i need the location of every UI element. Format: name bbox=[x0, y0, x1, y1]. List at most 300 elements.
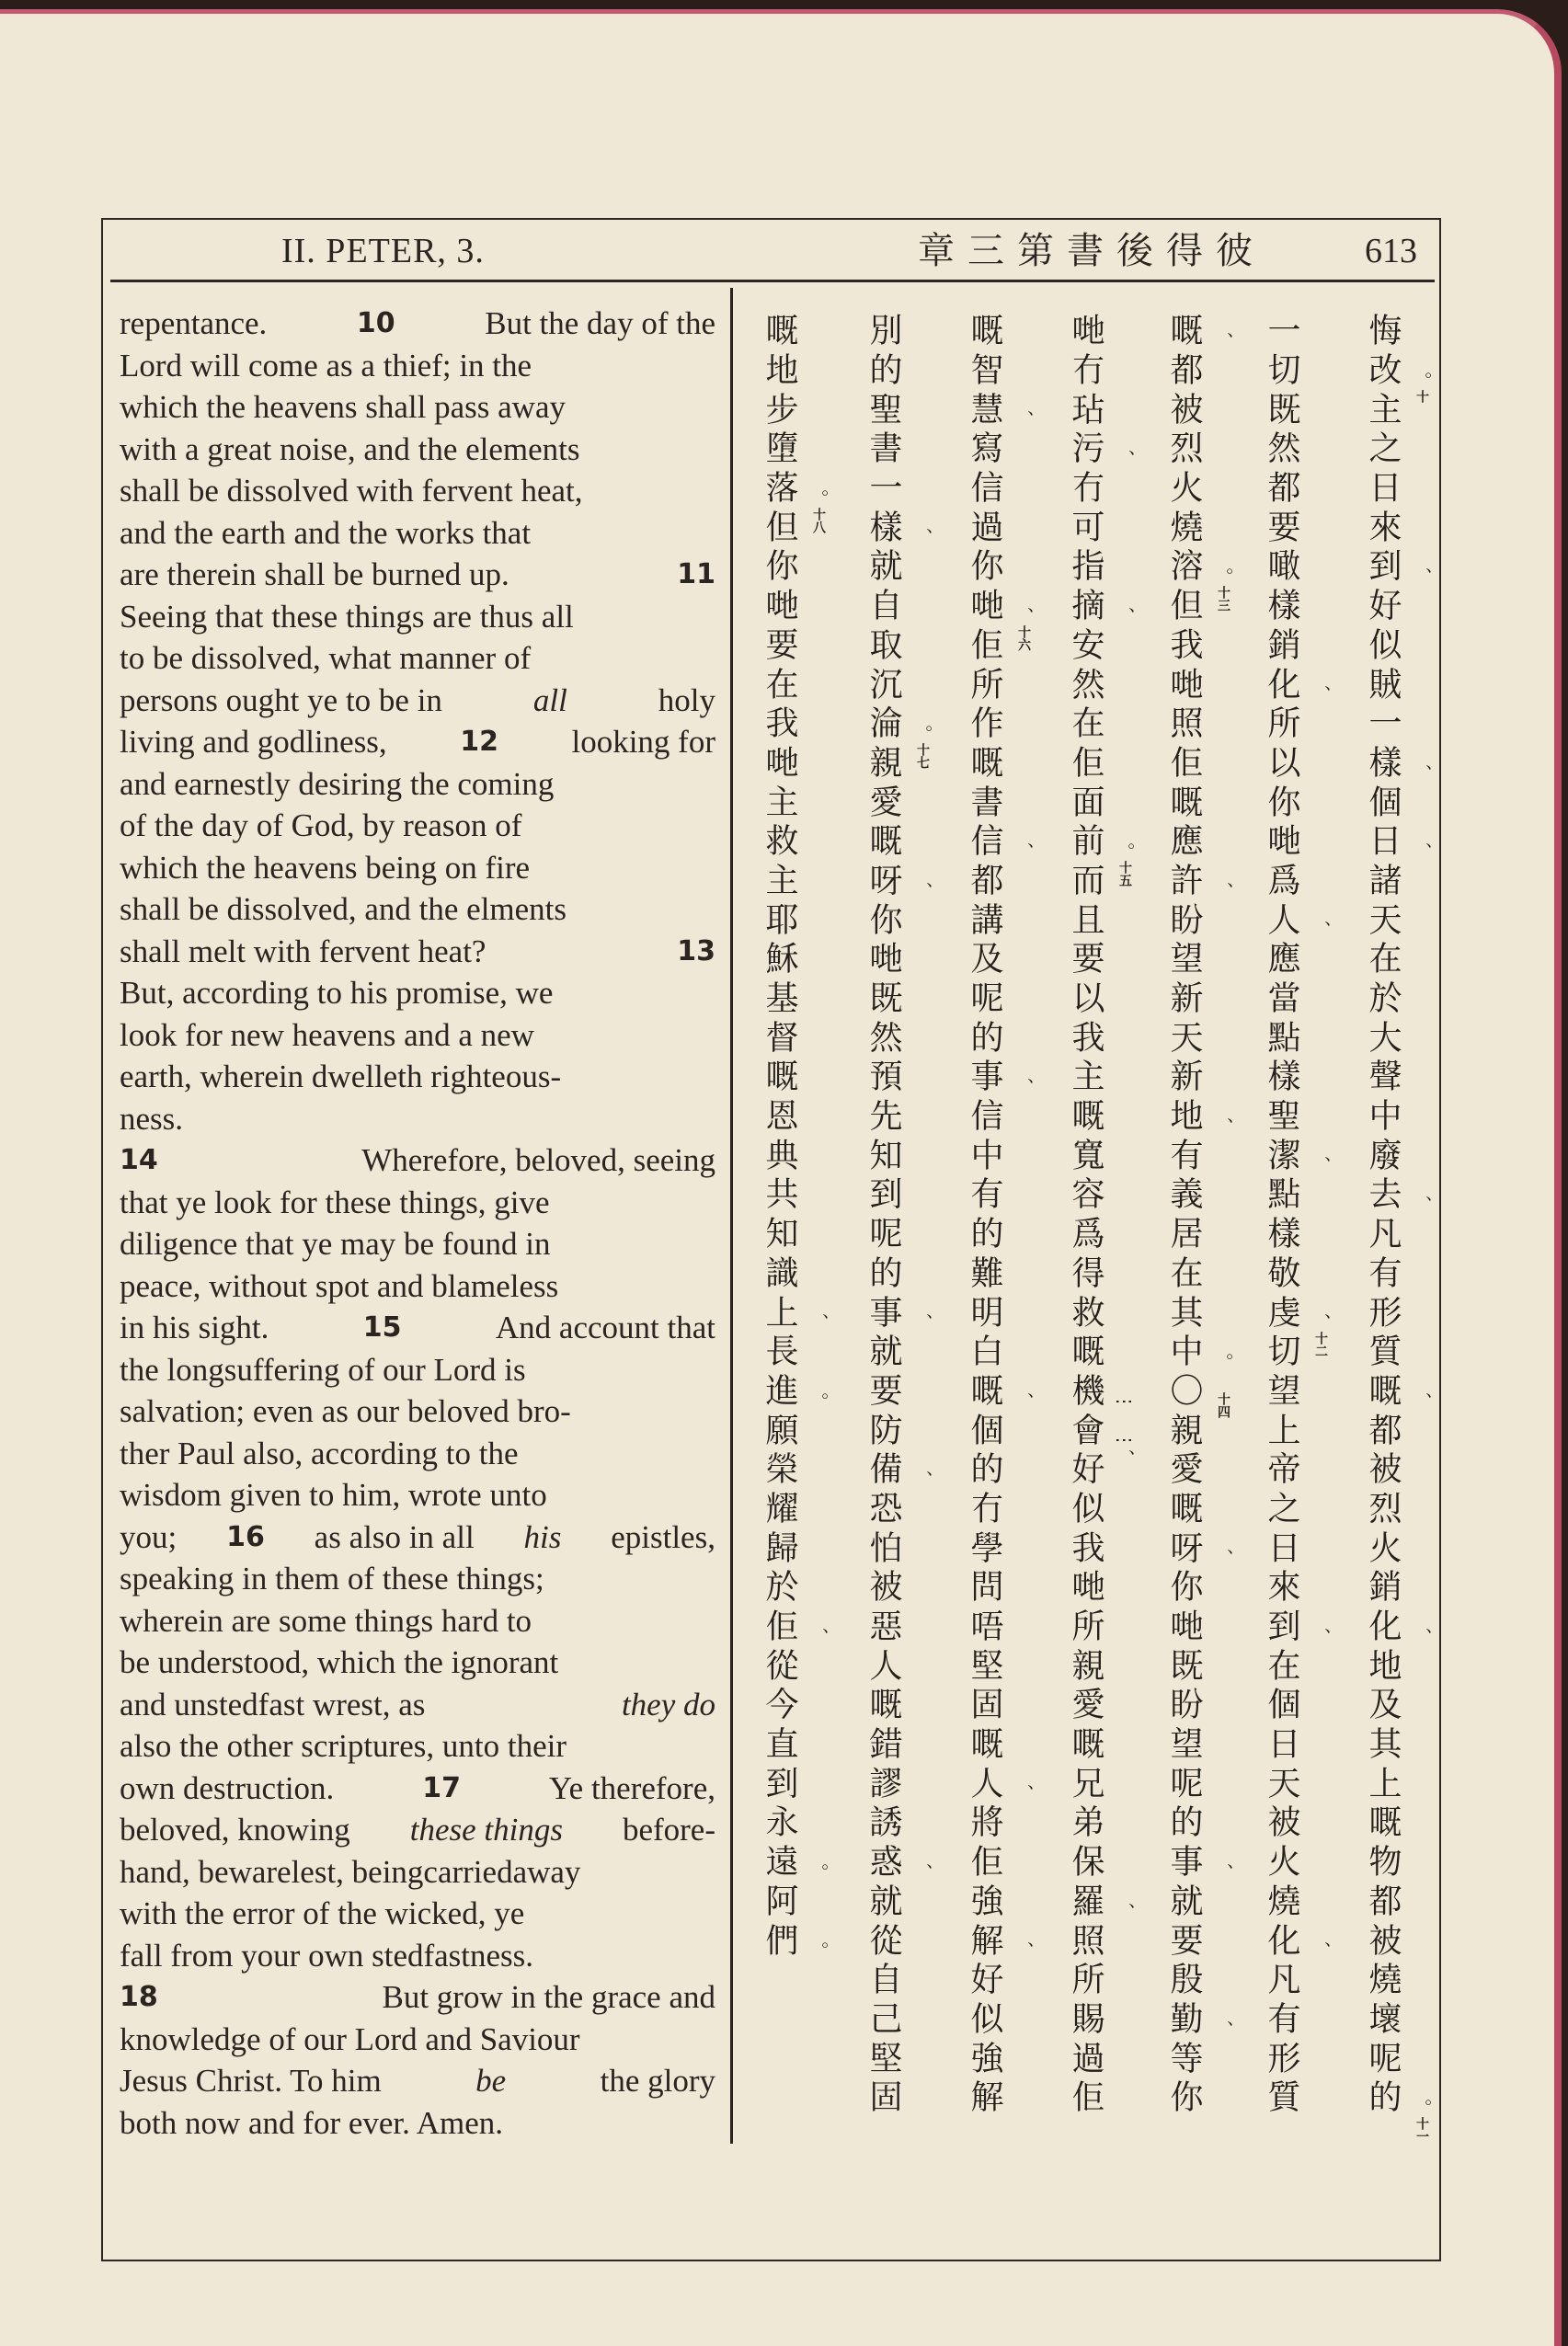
text-line bbox=[120, 1809, 715, 1851]
column-divider bbox=[730, 288, 733, 2144]
text-line bbox=[120, 1433, 715, 1475]
punctuation-mark: 。十三 bbox=[1212, 567, 1234, 612]
chinese-character-cell bbox=[1361, 898, 1403, 938]
chinese-character-cell bbox=[963, 938, 1005, 978]
chinese-character: 督 bbox=[761, 1019, 798, 1053]
text-line bbox=[120, 888, 715, 931]
text-segment: which the heavens shall pass away bbox=[120, 389, 566, 425]
text-segment: wisdom given to him, wrote unto bbox=[120, 1477, 547, 1513]
chinese-character: 火 bbox=[1263, 1844, 1300, 1878]
text-segment: wherein are some things hard to bbox=[120, 1602, 532, 1639]
chinese-character: 嘅 bbox=[966, 313, 1003, 347]
chinese-character: 虔 bbox=[1263, 1294, 1300, 1328]
chinese-character: 強 bbox=[966, 1883, 1003, 1917]
chinese-character: 自 bbox=[864, 588, 902, 622]
chinese-character-cell bbox=[758, 388, 800, 428]
chinese-character-cell bbox=[1064, 467, 1106, 507]
chinese-character-cell bbox=[1260, 1213, 1302, 1253]
chinese-character-cell bbox=[862, 860, 933, 900]
chinese-character-cell bbox=[1064, 1409, 1136, 1469]
chinese-character: 都 bbox=[1364, 1883, 1402, 1917]
punctuation-mark: 、 bbox=[1013, 410, 1035, 429]
chinese-character: 預 bbox=[864, 1059, 902, 1093]
chinese-character-cell bbox=[963, 860, 1005, 899]
chinese-character-cell bbox=[1361, 1606, 1433, 1646]
chinese-character: 質 bbox=[1364, 1333, 1402, 1368]
verse-number: 10 bbox=[356, 307, 395, 339]
chinese-character: 呢 bbox=[1364, 2040, 1402, 2074]
chinese-character-cell bbox=[758, 349, 800, 389]
chinese-character-cell bbox=[1260, 978, 1302, 1017]
chinese-character: 前 bbox=[1067, 823, 1104, 857]
chinese-character-cell bbox=[1361, 624, 1403, 664]
chinese-character: 到 bbox=[1263, 1608, 1300, 1642]
chinese-character-cell bbox=[963, 1684, 1005, 1723]
chinese-character: 我 bbox=[1165, 626, 1203, 660]
chinese-character: 望 bbox=[1263, 1372, 1300, 1406]
chinese-character-cell bbox=[862, 506, 933, 547]
chinese-character-cell bbox=[1162, 467, 1205, 507]
chinese-character-cell bbox=[1064, 388, 1106, 428]
chinese-character-cell bbox=[1260, 1841, 1302, 1881]
chinese-character: 親 bbox=[864, 744, 902, 778]
chinese-character-cell bbox=[862, 428, 904, 467]
punctuation-mark: 、 bbox=[807, 1627, 830, 1646]
chinese-character: 及 bbox=[1364, 1687, 1402, 1721]
text-line bbox=[120, 1893, 715, 1935]
header-rule bbox=[110, 280, 1435, 282]
text-segment: you; bbox=[120, 1518, 177, 1555]
chinese-character-cell bbox=[1064, 1331, 1106, 1370]
chinese-character: 有 bbox=[1364, 1254, 1402, 1288]
chinese-character-cell bbox=[963, 1448, 1005, 1488]
text-segment: with the error of the wicked, ye bbox=[120, 1895, 525, 1931]
chinese-character: 嘅 bbox=[1067, 1726, 1104, 1760]
chinese-character: 既 bbox=[864, 980, 902, 1014]
chinese-character-cell bbox=[1361, 1488, 1403, 1528]
chinese-character-cell bbox=[963, 310, 1005, 349]
chinese-character: 天 bbox=[1165, 1019, 1203, 1053]
chinese-character: 嘅 bbox=[761, 1059, 798, 1093]
chinese-character: 耀 bbox=[761, 1490, 798, 1524]
chinese-character: 哋 bbox=[1067, 1569, 1104, 1603]
chinese-character: 我 bbox=[1067, 1529, 1104, 1563]
chinese-character-cell bbox=[758, 1253, 800, 1292]
chinese-character-cell bbox=[1260, 898, 1332, 940]
chinese-character-cell bbox=[862, 1370, 904, 1410]
chinese-character-cell bbox=[1162, 310, 1234, 350]
chinese-character: 機 bbox=[1067, 1372, 1104, 1406]
chinese-column bbox=[862, 310, 933, 2116]
chinese-character-cell bbox=[1162, 1213, 1205, 1253]
chinese-character: 地 bbox=[1364, 1647, 1402, 1681]
chinese-character-cell bbox=[963, 1841, 1005, 1881]
chinese-character-cell bbox=[1064, 1253, 1106, 1292]
chinese-character: 主 bbox=[1364, 391, 1402, 425]
chinese-character-cell bbox=[963, 1409, 1005, 1448]
chinese-character: 將 bbox=[966, 1804, 1003, 1838]
chinese-character: 敬 bbox=[1263, 1254, 1300, 1288]
punctuation-mark: 、 bbox=[1013, 1941, 1035, 1961]
chinese-character: 就 bbox=[864, 1883, 902, 1917]
text-line bbox=[120, 1349, 715, 1391]
chinese-character-cell bbox=[1260, 703, 1302, 742]
chinese-character-cell bbox=[963, 506, 1005, 545]
chinese-character: 其 bbox=[1364, 1726, 1402, 1760]
chinese-character: 好 bbox=[1364, 588, 1402, 622]
chinese-character: 望 bbox=[1165, 1726, 1203, 1760]
chinese-character-cell bbox=[758, 938, 800, 978]
chinese-character-cell bbox=[862, 898, 904, 938]
punctuation-mark: 、 bbox=[1310, 1156, 1332, 1175]
chinese-character-cell bbox=[758, 742, 800, 782]
chinese-character: 似 bbox=[966, 2000, 1003, 2034]
chinese-character-cell bbox=[758, 1448, 800, 1488]
punctuation-mark: 、 bbox=[1310, 685, 1332, 704]
chinese-character: 人 bbox=[864, 1647, 902, 1681]
chinese-character: 居 bbox=[1165, 1216, 1203, 1250]
chinese-character-cell bbox=[1361, 1762, 1403, 1802]
chinese-character-cell bbox=[1162, 585, 1205, 624]
chinese-character: 照 bbox=[1165, 705, 1203, 739]
text-line bbox=[120, 2060, 715, 2102]
chinese-character: 被 bbox=[1263, 1804, 1300, 1838]
chinese-character: 的 bbox=[864, 1254, 902, 1288]
chinese-character: 然 bbox=[864, 1019, 902, 1053]
chinese-character: 面 bbox=[1067, 784, 1104, 818]
chinese-character-cell bbox=[963, 1016, 1005, 1056]
chinese-character-cell bbox=[1064, 938, 1106, 978]
chinese-character-cell bbox=[1260, 1134, 1332, 1175]
chinese-character: 佢 bbox=[1165, 744, 1203, 778]
chinese-character: 上 bbox=[1263, 1412, 1300, 1446]
chinese-character: 等 bbox=[1165, 2040, 1203, 2074]
chinese-character: 爲 bbox=[1067, 1216, 1104, 1250]
chinese-character-cell bbox=[1260, 1723, 1302, 1763]
chinese-character: 嘅 bbox=[864, 823, 902, 857]
chinese-character-cell bbox=[862, 1762, 904, 1802]
chinese-character-cell bbox=[1361, 428, 1403, 467]
chinese-character-cell bbox=[1162, 1291, 1205, 1331]
chinese-character: 去 bbox=[1364, 1176, 1402, 1210]
chinese-character-cell bbox=[1361, 349, 1433, 403]
chinese-character: 所 bbox=[1263, 705, 1300, 739]
chinese-character-cell bbox=[1064, 781, 1106, 820]
chinese-character: 有 bbox=[1165, 1137, 1203, 1171]
chinese-character: 歸 bbox=[761, 1529, 798, 1563]
chinese-character: 親 bbox=[1067, 1647, 1104, 1681]
chinese-character: 就 bbox=[1165, 1883, 1203, 1917]
chinese-character: 且 bbox=[1067, 901, 1104, 935]
chinese-character-cell bbox=[1162, 1841, 1234, 1882]
punctuation-mark: ⋮ bbox=[1114, 1391, 1136, 1411]
punctuation-mark: 。十七 bbox=[911, 724, 933, 769]
chinese-character: 所 bbox=[1067, 1608, 1104, 1642]
chinese-character-cell bbox=[1361, 978, 1403, 1017]
chinese-character-cell bbox=[963, 545, 1005, 585]
chinese-character-cell bbox=[963, 2077, 1005, 2116]
chinese-character-cell bbox=[862, 1841, 933, 1882]
text-line bbox=[120, 429, 715, 471]
chinese-character: 呀 bbox=[1165, 1529, 1203, 1563]
verse-number: 十七 bbox=[915, 742, 930, 769]
chinese-character: 樣 bbox=[1263, 588, 1300, 622]
chinese-character: 來 bbox=[1364, 509, 1402, 543]
punctuation-mark: 、 bbox=[911, 1862, 933, 1882]
chinese-character-cell bbox=[1361, 1684, 1403, 1723]
chinese-character: 烈 bbox=[1165, 430, 1203, 464]
chinese-character: 中 bbox=[1165, 1333, 1203, 1368]
chinese-character-cell bbox=[862, 1919, 904, 1959]
chinese-character-cell bbox=[1162, 663, 1205, 703]
chinese-character-cell bbox=[1162, 703, 1205, 742]
chinese-character: 願 bbox=[761, 1412, 798, 1446]
text-segment: in his sight. bbox=[120, 1310, 269, 1345]
chinese-character-cell bbox=[1260, 1488, 1302, 1528]
chinese-character: 來 bbox=[1263, 1569, 1300, 1603]
chinese-character: 保 bbox=[1067, 1844, 1104, 1878]
text-line bbox=[120, 1642, 715, 1684]
chinese-character: 講 bbox=[966, 901, 1003, 935]
chinese-character-cell bbox=[862, 1802, 904, 1841]
chinese-character-cell bbox=[758, 1802, 800, 1841]
chinese-character-cell bbox=[1162, 1606, 1205, 1645]
chinese-character-cell bbox=[1260, 1959, 1302, 1998]
text-segment: repentance. bbox=[120, 305, 268, 341]
chinese-character: 以 bbox=[1067, 980, 1104, 1014]
chinese-column bbox=[963, 310, 1035, 2116]
text-line bbox=[120, 386, 715, 429]
text-segment: Jesus Christ. To him bbox=[120, 2063, 382, 2099]
chinese-character-cell bbox=[758, 781, 800, 820]
chinese-character-cell bbox=[1260, 1919, 1332, 1961]
chinese-character-cell bbox=[1162, 1959, 1205, 1998]
chinese-character-cell bbox=[963, 1998, 1005, 2038]
chinese-character: 火 bbox=[1364, 1529, 1402, 1563]
punctuation-mark: 、 bbox=[1212, 332, 1234, 350]
chinese-character-cell bbox=[758, 820, 800, 860]
chinese-character: 過 bbox=[1067, 2040, 1104, 2074]
text-segment: And account that bbox=[495, 1310, 715, 1345]
chinese-character: 火 bbox=[1165, 470, 1203, 504]
text-segment: of the day of God, by reason of bbox=[120, 807, 522, 843]
chinese-character: 要 bbox=[1165, 1922, 1203, 1956]
text-segment: But, according to his promise, we bbox=[120, 975, 554, 1011]
chinese-character: 自 bbox=[864, 1962, 902, 1996]
chinese-character-cell bbox=[1260, 1881, 1302, 1920]
chinese-character-cell bbox=[1361, 1409, 1403, 1448]
chinese-character: 悔 bbox=[1364, 313, 1402, 347]
chinese-character: 於 bbox=[761, 1569, 798, 1603]
chinese-character-cell bbox=[758, 1134, 800, 1173]
chinese-character: 你 bbox=[1165, 2079, 1203, 2113]
chinese-character-cell bbox=[1260, 1095, 1302, 1135]
text-line bbox=[120, 2102, 715, 2145]
chinese-character: 樣 bbox=[1263, 1216, 1300, 1250]
chinese-character: 都 bbox=[1263, 470, 1300, 504]
verse-number: 十六 bbox=[1016, 624, 1031, 651]
chinese-character: 就 bbox=[864, 548, 902, 582]
chinese-character: 盼 bbox=[1165, 1687, 1203, 1721]
chinese-character: 廢 bbox=[1364, 1137, 1402, 1171]
chinese-character: 嘅 bbox=[966, 744, 1003, 778]
punctuation-mark: 、 bbox=[1411, 841, 1433, 861]
text-segment: all bbox=[532, 681, 567, 718]
chinese-character: 但 bbox=[761, 509, 798, 543]
chinese-character: 信 bbox=[966, 823, 1003, 857]
verse-number: 十五 bbox=[1117, 860, 1132, 887]
chinese-character-cell bbox=[1361, 1881, 1403, 1920]
chinese-character: 一 bbox=[1364, 705, 1402, 739]
chinese-character: 有 bbox=[966, 1176, 1003, 1210]
chinese-character-cell bbox=[1361, 1723, 1403, 1763]
chinese-character-cell bbox=[1361, 1095, 1403, 1135]
chinese-character-cell bbox=[1162, 898, 1205, 938]
chinese-character-cell bbox=[862, 585, 904, 624]
chinese-character-cell bbox=[758, 1606, 830, 1646]
chinese-character-cell bbox=[1162, 1684, 1205, 1723]
chinese-character: 愛 bbox=[1067, 1687, 1104, 1721]
chinese-character-cell bbox=[1361, 545, 1433, 587]
chinese-character: 到 bbox=[864, 1176, 902, 1210]
chinese-character: 信 bbox=[966, 470, 1003, 504]
chinese-character: 你 bbox=[1165, 1569, 1203, 1603]
punctuation-mark: 。十八 bbox=[807, 488, 830, 533]
chinese-character-cell bbox=[963, 1762, 1035, 1803]
chinese-character: 義 bbox=[1165, 1176, 1203, 1210]
chinese-character-cell bbox=[1361, 781, 1403, 820]
chinese-character: 過 bbox=[966, 509, 1003, 543]
chinese-character-cell bbox=[1064, 1213, 1106, 1253]
chinese-character: 哋 bbox=[761, 744, 798, 778]
chinese-character: 阿 bbox=[761, 1883, 798, 1917]
chinese-character-cell bbox=[1064, 1959, 1106, 1998]
chinese-character: 呢 bbox=[966, 980, 1003, 1014]
text-segment: peace, without spot and blameless bbox=[120, 1267, 559, 1304]
text-segment: these things bbox=[409, 1812, 563, 1848]
chinese-character: 一 bbox=[864, 470, 902, 504]
punctuation-mark: 、十二 bbox=[1310, 1313, 1332, 1358]
chinese-character: 人 bbox=[966, 1765, 1003, 1799]
chinese-character: 玷 bbox=[1067, 391, 1104, 425]
text-line bbox=[120, 1976, 715, 2019]
chinese-character: 形 bbox=[1263, 2040, 1300, 2074]
chinese-character: 從 bbox=[761, 1647, 798, 1681]
chinese-character-cell bbox=[1162, 624, 1205, 664]
chinese-character: 愛 bbox=[864, 784, 902, 818]
chinese-character: 佢 bbox=[966, 626, 1003, 660]
chinese-character: 固 bbox=[966, 1687, 1003, 1721]
punctuation-mark: 、 bbox=[911, 528, 933, 547]
chinese-character: 遠 bbox=[761, 1844, 798, 1878]
punctuation-mark: 、十六 bbox=[1013, 606, 1035, 651]
chinese-character-cell bbox=[1162, 349, 1205, 389]
chinese-character: 所 bbox=[966, 666, 1003, 700]
chinese-character: 錯 bbox=[864, 1726, 902, 1760]
chinese-character: 諸 bbox=[1364, 862, 1402, 896]
chinese-character: 問 bbox=[966, 1569, 1003, 1603]
chinese-character-cell bbox=[1361, 1331, 1403, 1370]
chinese-character-cell bbox=[1361, 1291, 1403, 1331]
chinese-character: 羅 bbox=[1067, 1883, 1104, 1917]
chinese-character-cell bbox=[758, 1881, 800, 1920]
chinese-character-cell bbox=[758, 467, 830, 533]
chinese-character-cell bbox=[1162, 1919, 1205, 1959]
chinese-character: 要 bbox=[864, 1372, 902, 1406]
chinese-character-cell bbox=[1260, 1370, 1302, 1410]
chinese-character: 之 bbox=[1364, 430, 1402, 464]
chinese-character: 長 bbox=[761, 1333, 798, 1368]
chinese-character: 知 bbox=[864, 1137, 902, 1171]
chinese-character: 佢 bbox=[966, 1844, 1003, 1878]
chinese-character-cell bbox=[963, 703, 1005, 742]
chinese-character: 救 bbox=[1067, 1294, 1104, 1328]
punctuation-mark: 。 bbox=[1212, 1352, 1234, 1371]
chinese-character-cell bbox=[862, 467, 904, 507]
chinese-character: 形 bbox=[1364, 1294, 1402, 1328]
chinese-character-cell bbox=[1064, 545, 1106, 585]
chinese-character: 在 bbox=[761, 666, 798, 700]
chinese-character: 上 bbox=[761, 1294, 798, 1328]
chinese-character: 恩 bbox=[761, 1098, 798, 1132]
text-segment: fall from your own stedfastness. bbox=[120, 1937, 534, 1974]
chinese-character-cell bbox=[1064, 820, 1136, 887]
chinese-character: 賊 bbox=[1364, 666, 1402, 700]
chinese-character-cell bbox=[963, 1527, 1005, 1566]
punctuation-mark: 、 bbox=[911, 1470, 933, 1489]
text-segment: speaking in them of these things; bbox=[120, 1561, 544, 1596]
chinese-character: 淪 bbox=[864, 705, 902, 739]
chinese-character-cell bbox=[1260, 1606, 1332, 1646]
chinese-character-cell bbox=[1162, 1488, 1205, 1528]
chinese-character: 愛 bbox=[1165, 1451, 1203, 1485]
chinese-character: 明 bbox=[966, 1294, 1003, 1328]
chinese-character-cell bbox=[1260, 1684, 1302, 1723]
punctuation-mark: 。 bbox=[807, 1941, 830, 1961]
chinese-character-cell bbox=[1260, 1998, 1302, 2038]
chinese-character: 嘅 bbox=[1165, 784, 1203, 818]
chinese-character: 在 bbox=[1067, 705, 1104, 739]
chinese-character-cell bbox=[1162, 820, 1205, 860]
chinese-character-cell bbox=[963, 624, 1005, 664]
chinese-character: 呀 bbox=[864, 862, 902, 896]
chinese-character: 我 bbox=[1067, 1019, 1104, 1053]
chinese-character-cell bbox=[963, 428, 1005, 467]
text-line bbox=[120, 680, 715, 722]
punctuation-mark: 、 bbox=[1411, 1391, 1433, 1411]
chinese-character-cell bbox=[1361, 1802, 1403, 1841]
chinese-character-cell bbox=[862, 624, 904, 664]
chinese-character-cell bbox=[758, 585, 800, 624]
chinese-character-cell bbox=[1361, 1959, 1403, 1998]
chinese-character-cell bbox=[862, 1723, 904, 1763]
chinese-character: 別 bbox=[864, 313, 902, 347]
chinese-character-cell bbox=[1260, 428, 1302, 467]
chinese-character-cell bbox=[1064, 1448, 1106, 1488]
chinese-character: 都 bbox=[1364, 1412, 1402, 1446]
chinese-character: 哋 bbox=[1165, 666, 1203, 700]
chinese-character: 學 bbox=[966, 1529, 1003, 1563]
chinese-character: 強 bbox=[966, 2040, 1003, 2074]
chinese-character: 墮 bbox=[761, 430, 798, 464]
chinese-character: 的 bbox=[1165, 1804, 1203, 1838]
chinese-character: 但 bbox=[1165, 588, 1203, 622]
chinese-character: 知 bbox=[761, 1216, 798, 1250]
chinese-character-cell bbox=[862, 388, 904, 428]
page-number: 613 bbox=[1365, 232, 1417, 270]
chinese-character-cell bbox=[758, 860, 800, 899]
chinese-character: 智 bbox=[966, 352, 1003, 386]
